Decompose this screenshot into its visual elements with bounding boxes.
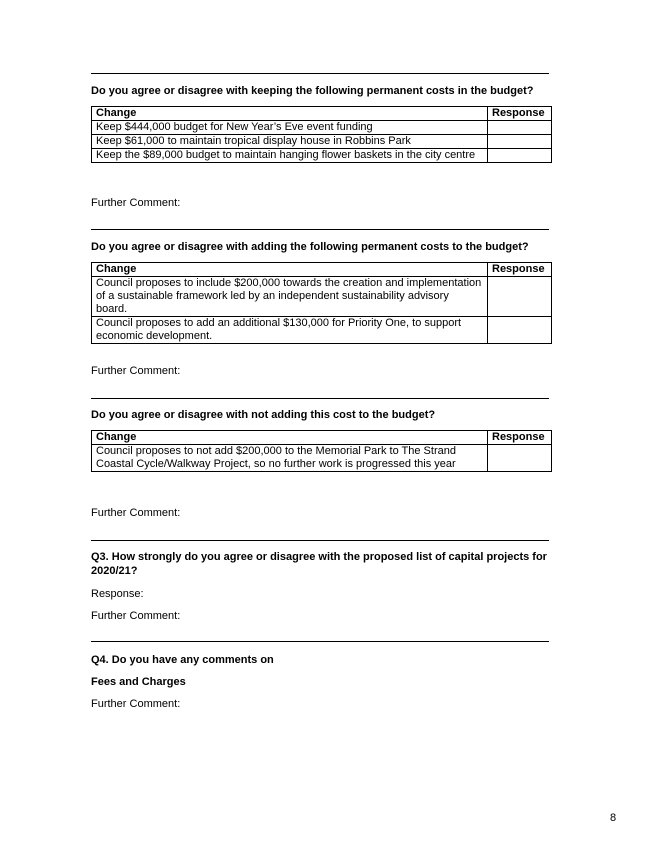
table-row xyxy=(92,277,552,317)
table-row xyxy=(92,121,552,135)
response-cell[interactable] xyxy=(488,121,552,135)
change-header: Change xyxy=(92,431,488,445)
change-header: Change xyxy=(92,107,488,121)
keep-costs-table xyxy=(91,106,552,163)
add-costs-table xyxy=(91,262,552,344)
q3-question: Q3. How strongly do you agree or disagree with the proposed list of capital projects for 2020/21? xyxy=(91,551,547,577)
not-add-cost-table xyxy=(91,430,552,472)
question-keep-costs: Do you agree or disagree with keeping the following permanent costs in the budget? xyxy=(91,85,534,97)
table-row xyxy=(92,135,552,149)
response-label: Response: xyxy=(91,588,144,600)
response-cell[interactable] xyxy=(488,277,552,317)
page-number: 8 xyxy=(610,812,617,824)
table-row xyxy=(92,149,552,163)
further-comment-label: Further Comment: xyxy=(91,507,181,519)
table-header-row xyxy=(92,263,552,277)
response-cell[interactable] xyxy=(488,149,552,163)
q4-question: Q4. Do you have any comments on xyxy=(91,654,274,666)
section-divider xyxy=(91,229,549,230)
change-header: Change xyxy=(92,263,488,277)
response-cell[interactable] xyxy=(488,317,552,344)
further-comment-label: Further Comment: xyxy=(91,610,181,622)
response-cell[interactable] xyxy=(488,445,552,472)
section-divider xyxy=(91,540,549,541)
change-cell: Keep $61,000 to maintain tropical display house in Robbins Park xyxy=(92,135,488,149)
table-header-row xyxy=(92,107,552,121)
change-cell: Keep the $89,000 budget to maintain hanging flower baskets in the city centre xyxy=(92,149,488,163)
change-cell: Council proposes to not add $200,000 to the Memorial Park to The Strand Coastal Cycle/Walkway Project, so no further work is progressed this year xyxy=(92,445,488,472)
table-row xyxy=(92,317,552,344)
section-divider xyxy=(91,398,549,399)
further-comment-label: Further Comment: xyxy=(91,197,181,209)
question-not-add-cost: Do you agree or disagree with not adding this cost to the budget? xyxy=(91,409,436,421)
further-comment-label: Further Comment: xyxy=(91,698,181,710)
response-header: Response xyxy=(488,263,552,277)
response-header: Response xyxy=(488,431,552,445)
question-add-costs: Do you agree or disagree with adding the following permanent costs to the budget? xyxy=(91,241,529,253)
table-row xyxy=(92,445,552,472)
further-comment-label: Further Comment: xyxy=(91,365,181,377)
section-divider xyxy=(91,73,549,74)
change-cell: Council proposes to add an additional $130,000 for Priority One, to support economic development. xyxy=(92,317,488,344)
change-cell: Council proposes to include $200,000 towards the creation and implementation of a sustainable framework led by an independent sustainability advisory board. xyxy=(92,277,488,317)
response-cell[interactable] xyxy=(488,135,552,149)
table-header-row xyxy=(92,431,552,445)
change-cell: Keep $444,000 budget for New Year’s Eve event funding xyxy=(92,121,488,135)
response-header: Response xyxy=(488,107,552,121)
section-divider xyxy=(91,641,549,642)
q4-subheading: Fees and Charges xyxy=(91,676,186,688)
